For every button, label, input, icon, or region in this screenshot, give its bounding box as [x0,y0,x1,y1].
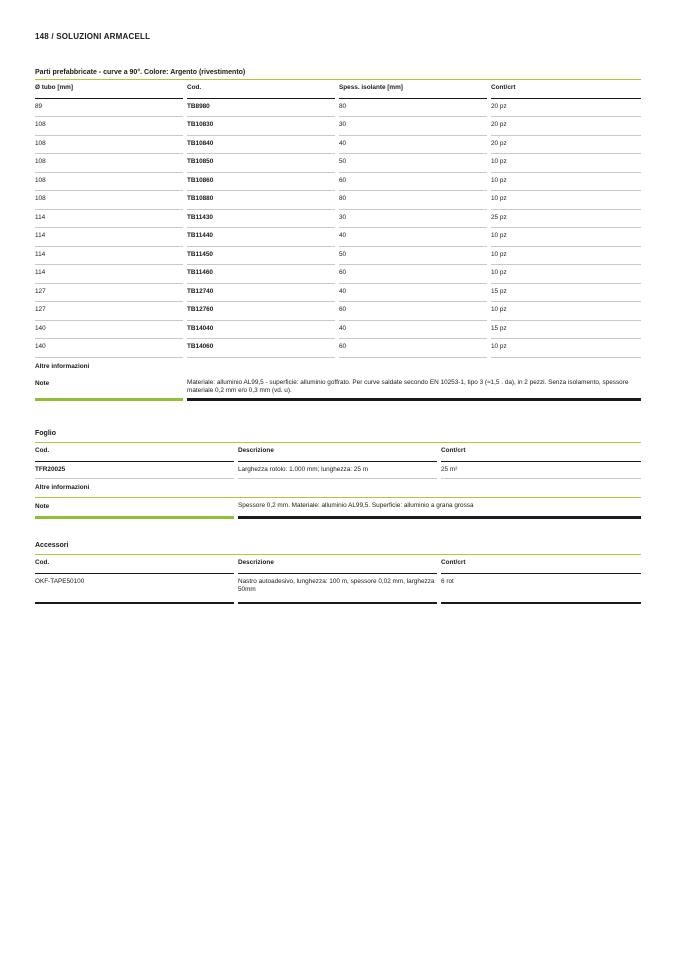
cell-diameter: 127 [35,302,183,321]
other-info-label: Altre informazioni [35,362,90,370]
cell-thickness: 40 [339,284,487,303]
cell-qty: 10 pz [491,228,641,247]
col-header-qty: Cont/crt [491,80,641,99]
note-row [35,498,641,519]
cell-qty: 20 pz [491,136,641,155]
accessori-section [35,540,641,604]
table-row [35,136,641,155]
table-row [35,574,641,604]
cell-thickness: 40 [339,136,487,155]
cell-thickness: 60 [339,265,487,284]
cell-qty: 6 rot [441,574,641,604]
cell-code: TB11450 [187,247,335,266]
cell-code: TB10850 [187,154,335,173]
cell-code: TB14060 [187,339,335,358]
cell-diameter: 140 [35,321,183,340]
cell-thickness: 40 [339,228,487,247]
foglio-section-title: Foglio [35,430,56,437]
cell-code: TB10840 [187,136,335,155]
cell-thickness: 30 [339,210,487,229]
col-header-thickness: Spess. isolante [mm] [339,80,487,99]
table-row [35,321,641,340]
cell-diameter: 108 [35,136,183,155]
cell-qty: 25 m² [441,462,641,479]
cell-thickness: 60 [339,302,487,321]
accessori-section-title: Accessori [35,542,69,549]
cell-code: TB10830 [187,117,335,136]
cell-thickness: 40 [339,321,487,340]
cell-thickness: 80 [339,99,487,118]
table-row [35,154,641,173]
cell-diameter: 114 [35,210,183,229]
cell-diameter: 108 [35,154,183,173]
curve-section-title: Parti prefabbricate - curve a 90°. Colore: Argento (rivestimento) [35,69,246,76]
cell-diameter: 108 [35,117,183,136]
table-row [35,339,641,358]
cell-diameter: 108 [35,191,183,210]
curve-section [35,67,641,401]
cell-thickness: 80 [339,191,487,210]
cell-diameter: 127 [35,284,183,303]
curve-table-header [35,80,641,99]
table-row [35,284,641,303]
cell-diameter: 108 [35,173,183,192]
cell-qty: 20 pz [491,99,641,118]
cell-qty: 25 pz [491,210,641,229]
cell-diameter: 89 [35,99,183,118]
note-label: Note [35,376,183,401]
page-header: 148 / SOLUZIONI ARMACELL [35,32,151,41]
table-row [35,228,641,247]
cell-qty: 10 pz [491,339,641,358]
table-row [35,191,641,210]
note-row [35,376,641,401]
cell-diameter: 114 [35,265,183,284]
cell-qty: 10 pz [491,265,641,284]
table-row [35,462,641,479]
table-row [35,265,641,284]
cell-code: TB8980 [187,99,335,118]
cell-qty: 15 pz [491,284,641,303]
cell-qty: 15 pz [491,321,641,340]
cell-diameter: 114 [35,228,183,247]
cell-code: OKF-TAPE50100 [35,574,234,604]
col-header-qty: Cont/crt [441,555,641,574]
cell-thickness: 50 [339,247,487,266]
cell-diameter: 140 [35,339,183,358]
cell-description: Larghezza rotolo: 1.000 mm; lunghezza: 25 m [238,462,437,479]
cell-qty: 10 pz [491,173,641,192]
col-header-code: Cod. [35,555,234,574]
col-header-diameter: Ø tubo [mm] [35,80,183,99]
cell-code: TB11430 [187,210,335,229]
note-label: Note [35,498,234,519]
table-row [35,99,641,118]
cell-code: TB11440 [187,228,335,247]
table-row [35,117,641,136]
cell-thickness: 30 [339,117,487,136]
cell-diameter: 114 [35,247,183,266]
curve-table-body [35,99,641,358]
note-text: Materiale: alluminio AL99,5 - superficie: alluminio goffrato. Per curve saldate secondo EN 10253-1, tipo 3 (≈1,5 . da), in 2 pezzi. Senza isolamento, spessore materiale 0,2 mm e/o 0,3 mm (vd. u). [187,376,641,401]
foglio-table-header [35,443,641,462]
cell-thickness: 60 [339,339,487,358]
cell-code: TB10860 [187,173,335,192]
col-header-qty: Cont/crt [441,443,641,462]
table-row [35,173,641,192]
cell-code: TFR20025 [35,462,234,479]
col-header-code: Cod. [187,80,335,99]
col-header-code: Cod. [35,443,234,462]
cell-code: TB12740 [187,284,335,303]
cell-code: TB12760 [187,302,335,321]
other-info-label: Altre informazioni [35,483,90,491]
col-header-description: Descrizione [238,443,437,462]
cell-qty: 20 pz [491,117,641,136]
cell-code: TB11460 [187,265,335,284]
cell-code: TB10880 [187,191,335,210]
cell-description: Nastro autoadesivo, lunghezza: 100 m, spessore 0,02 mm, larghezza 50mm [238,574,437,604]
cell-qty: 10 pz [491,247,641,266]
note-text: Spessore 0,2 mm. Materiale: alluminio AL99,5. Superficie: alluminio a grana grossa [238,498,641,519]
cell-thickness: 50 [339,154,487,173]
cell-qty: 10 pz [491,302,641,321]
table-row [35,247,641,266]
table-row [35,210,641,229]
cell-qty: 10 pz [491,154,641,173]
accessori-table-header [35,555,641,574]
col-header-description: Descrizione [238,555,437,574]
cell-code: TB14040 [187,321,335,340]
table-row [35,302,641,321]
cell-qty: 10 pz [491,191,641,210]
foglio-section [35,428,641,519]
cell-thickness: 60 [339,173,487,192]
